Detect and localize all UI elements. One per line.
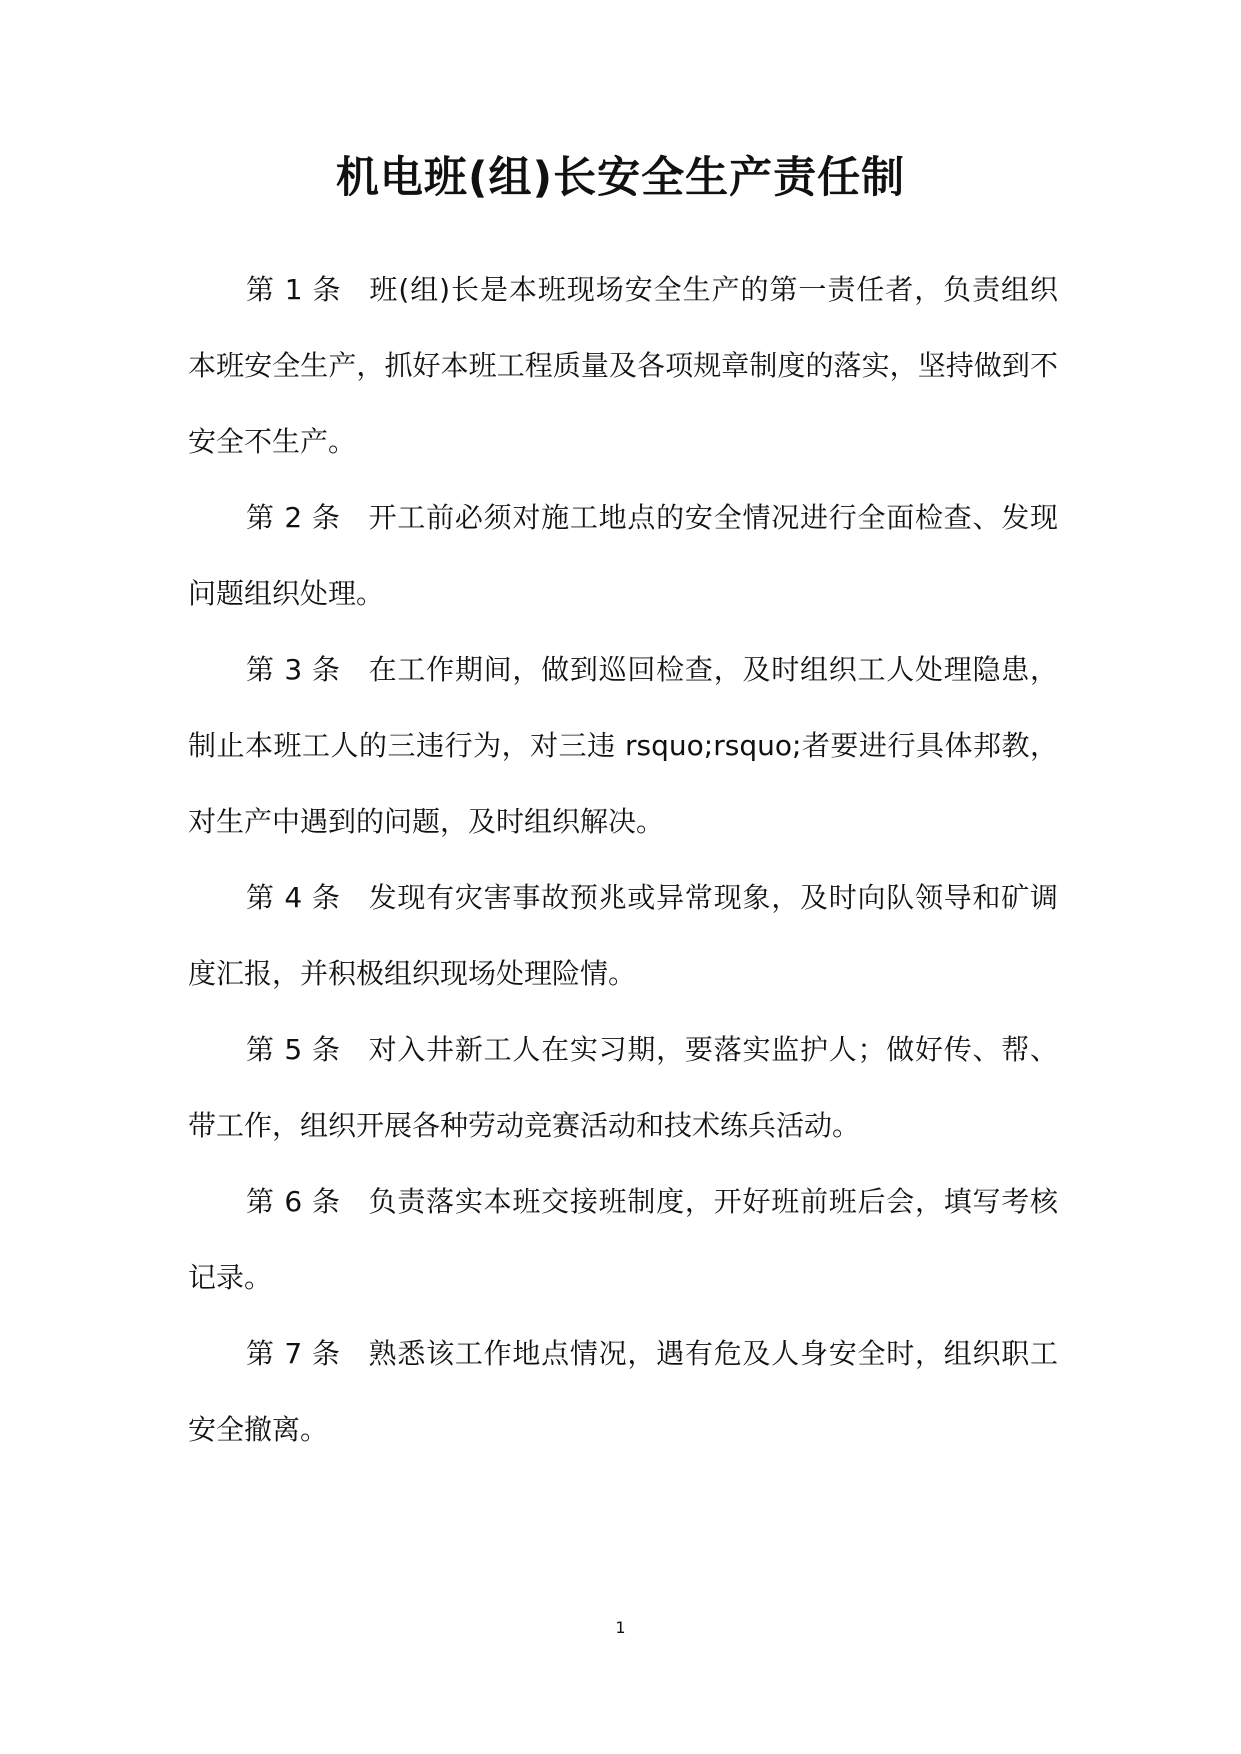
article-number: 第 7 条 xyxy=(246,1337,341,1370)
article-6 xyxy=(188,1164,1058,1316)
article-text: 班(组)长是本班现场安全生产的第一责任者，负责组织本班安全生产，抓好本班工程质量及各项规章制度的落实，坚持做到不安全不生产。 xyxy=(188,273,1058,458)
article-number: 第 6 条 xyxy=(246,1185,341,1218)
article-text: 发现有灾害事故预兆或异常现象，及时向队领导和矿调度汇报，并积极组织现场处理险情。 xyxy=(188,881,1058,990)
article-number: 第 5 条 xyxy=(246,1033,341,1066)
page-title: 机电班(组)长安全生产责任制 xyxy=(335,153,906,203)
article-text: 开工前必须对施工地点的安全情况进行全面检查、发现问题组织处理。 xyxy=(188,501,1058,610)
article-text: 负责落实本班交接班制度，开好班前班后会，填写考核记录。 xyxy=(188,1185,1058,1294)
article-7 xyxy=(188,1316,1058,1468)
article-text: 对入井新工人在实习期，要落实监护人；做好传、帮、带工作，组织开展各种劳动竞赛活动和技术练兵活动。 xyxy=(188,1033,1058,1142)
article-number: 第 2 条 xyxy=(246,501,341,534)
article-number: 第 3 条 xyxy=(246,653,341,686)
article-text: 在工作期间，做到巡回检查，及时组织工人处理隐患，制止本班工人的三违行为，对三违 rsquo;rsquo;者要进行具体邦教，对生产中遇到的问题，及时组织解决。 xyxy=(188,653,1058,838)
article-text: 熟悉该工作地点情况，遇有危及人身安全时，组织职工安全撤离。 xyxy=(188,1337,1058,1446)
article-1 xyxy=(188,252,1058,480)
article-4 xyxy=(188,860,1058,1012)
article-3 xyxy=(188,632,1058,860)
article-5 xyxy=(188,1012,1058,1164)
article-2 xyxy=(188,480,1058,632)
article-number: 第 1 条 xyxy=(246,273,342,306)
page-number: 1 xyxy=(615,1618,626,1637)
document-body xyxy=(188,252,1058,1468)
article-number: 第 4 条 xyxy=(246,881,341,914)
